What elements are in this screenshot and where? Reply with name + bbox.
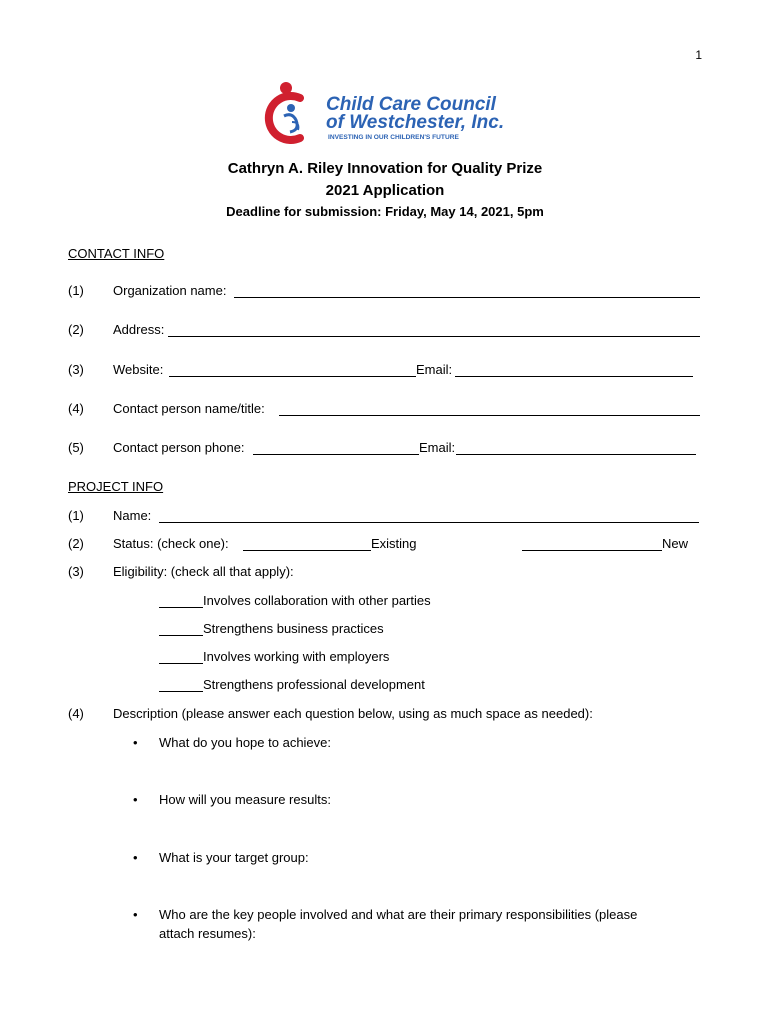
eligibility-option-label: Involves working with employers — [203, 649, 390, 664]
website-field[interactable] — [169, 376, 416, 377]
contact-email-field[interactable] — [456, 454, 696, 455]
email-field[interactable] — [455, 376, 693, 377]
website-label: Website: — [113, 362, 164, 377]
project-name-field[interactable] — [159, 522, 699, 523]
page-number: 1 — [695, 48, 702, 62]
email-label: Email: — [416, 362, 453, 377]
description-label: Description (please answer each question below, using as much space as needed): — [113, 706, 593, 721]
eligibility-option-label: Strengthens professional development — [203, 677, 425, 692]
organization-logo — [262, 76, 512, 148]
document-title: Cathryn A. Riley Innovation for Quality Prize — [227, 160, 543, 177]
project-name-label: Name: — [113, 508, 152, 523]
status-new-checkbox[interactable] — [522, 550, 662, 551]
question-key-people-continued: attach resumes): — [159, 926, 256, 941]
eligibility-option-checkbox[interactable] — [159, 635, 203, 636]
eligibility-option-checkbox[interactable] — [159, 663, 203, 664]
address-field[interactable] — [168, 336, 700, 337]
status-existing-checkbox[interactable] — [243, 550, 371, 551]
contact-person-field[interactable] — [279, 415, 700, 416]
question-achieve: • What do you hope to achieve: — [159, 735, 331, 750]
eligibility-option-checkbox[interactable] — [159, 607, 203, 608]
status-existing-label: Existing — [371, 536, 417, 551]
deadline-text: Deadline for submission: Friday, May 14, 2021, 5pm — [226, 204, 544, 219]
organization-name-field[interactable] — [234, 297, 700, 298]
status-new-label: New — [662, 536, 689, 551]
question-measure-results: • How will you measure results: — [159, 792, 331, 807]
eligibility-option-checkbox[interactable] — [159, 691, 203, 692]
status-label: Status: (check one): — [113, 536, 229, 551]
eligibility-option-label: Strengthens business practices — [203, 621, 384, 636]
address-label: Address: — [113, 322, 165, 337]
question-target-group: • What is your target group: — [159, 850, 309, 865]
logo-tagline: INVESTING IN OUR CHILDREN'S FUTURE — [328, 134, 459, 141]
eligibility-label: Eligibility: (check all that apply): — [113, 564, 294, 579]
project-info-heading: PROJECT INFO — [68, 479, 164, 494]
question-key-people: • Who are the key people involved and what are their primary responsibilities (please — [159, 907, 637, 922]
contact-email-label: Email: — [419, 440, 456, 455]
logo-line2: of Westchester, Inc. — [326, 112, 505, 133]
organization-name-label: Organization name: — [113, 283, 227, 298]
contact-phone-label: Contact person phone: — [113, 440, 245, 455]
eligibility-option-label: Involves collaboration with other parties — [203, 593, 431, 608]
logo-line1: Child Care Council — [326, 94, 496, 115]
logo-emblem-icon — [262, 76, 512, 148]
contact-person-label: Contact person name/title: — [113, 401, 265, 416]
contact-phone-field[interactable] — [253, 454, 419, 455]
document-subtitle: 2021 Application — [325, 182, 445, 199]
contact-info-heading: CONTACT INFO — [68, 246, 165, 261]
